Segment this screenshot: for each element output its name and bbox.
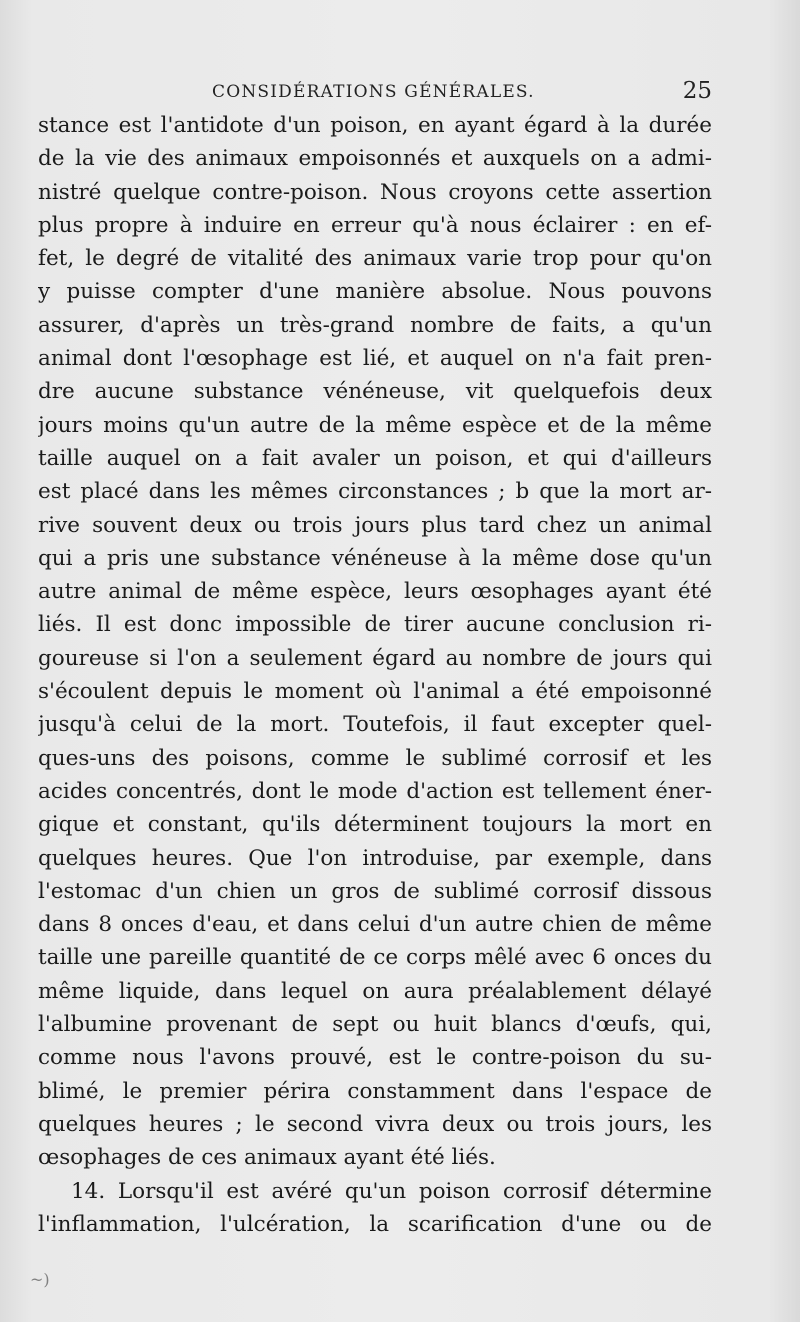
text-line: autre animal de même espèce, leurs œsophages ayant été — [38, 579, 712, 605]
text-line: jours moins qu'un autre de la même espèce et de la même — [38, 412, 712, 438]
text-line: gique et constant, qu'ils déterminent toujours la mort en — [38, 812, 712, 838]
text-line: fet, le degré de vitalité des animaux varie trop pour qu'on — [38, 246, 712, 272]
text-line: l'albumine provenant de sept ou huit blancs d'œufs, qui, — [38, 1012, 712, 1038]
text-line: dre aucune substance vénéneuse, vit quelquefois deux — [38, 379, 712, 405]
text-line: quelques heures. Que l'on introduise, par exemple, dans — [38, 845, 712, 871]
page-mark: ~) — [30, 1270, 50, 1289]
text-line: comme nous l'avons prouvé, est le contre-poison du su- — [38, 1045, 712, 1071]
text-line: qui a pris une substance vénéneuse à la même dose qu'un — [38, 545, 712, 571]
text-line: ques-uns des poisons, comme le sublimé corrosif et les — [38, 745, 712, 771]
text-line: taille auquel on a fait avaler un poison, et qui d'ailleurs — [38, 445, 712, 471]
text-line: l'estomac d'un chien un gros de sublimé corrosif dissous — [38, 878, 712, 904]
text-line: y puisse compter d'une manière absolue. Nous pouvons — [38, 279, 712, 305]
text-line: rive souvent deux ou trois jours plus tard chez un animal — [38, 512, 712, 538]
text-line: s'écoulent depuis le moment où l'animal a été empoisonné — [38, 679, 712, 705]
text-line: même liquide, dans lequel on aura préalablement délayé — [38, 978, 712, 1004]
text-line: œsophages de ces animaux ayant été liés. — [38, 1145, 496, 1171]
text-line: l'inflammation, l'ulcération, la scarification d'une ou de — [38, 1211, 712, 1237]
page-number: 25 — [682, 78, 712, 104]
text-line: acides concentrés, dont le mode d'action est tellement éner- — [38, 778, 712, 804]
text-line: blimé, le premier périra constamment dans l'espace de — [38, 1078, 712, 1104]
text-line: est placé dans les mêmes circonstances ; b que la mort ar- — [38, 479, 712, 505]
text-line: stance est l'antidote d'un poison, en ayant égard à la durée — [38, 113, 712, 138]
text-line: taille une pareille quantité de ce corps mêlé avec 6 onces du — [38, 945, 712, 971]
text-line: liés. Il est donc impossible de tirer aucune conclusion ri- — [38, 612, 712, 638]
text-line: de la vie des animaux empoisonnés et auxquels on a admi- — [38, 146, 712, 172]
text-line: goureuse si l'on a seulement égard au nombre de jours qui — [38, 645, 712, 671]
text-line: assurer, d'après un très-grand nombre de faits, a qu'un — [38, 312, 712, 338]
text-line: animal dont l'œsophage est lié, et auquel on n'a fait pren- — [38, 346, 712, 372]
text-line: 14. Lorsqu'il est avéré qu'un poison corrosif détermine — [71, 1178, 712, 1204]
running-head: CONSIDÉRATIONS GÉNÉRALES. — [212, 82, 535, 102]
text-line: plus propre à induire en erreur qu'à nous éclairer : en ef- — [38, 212, 712, 238]
text-line: nistré quelque contre-poison. Nous croyons cette assertion — [38, 179, 712, 205]
body-text — [38, 109, 712, 1241]
text-line: dans 8 onces d'eau, et dans celui d'un autre chien de même — [38, 912, 712, 938]
page-header — [38, 78, 712, 108]
text-line: jusqu'à celui de la mort. Toutefois, il faut excepter quel- — [38, 712, 712, 738]
text-line: quelques heures ; le second vivra deux ou trois jours, les — [38, 1111, 712, 1137]
